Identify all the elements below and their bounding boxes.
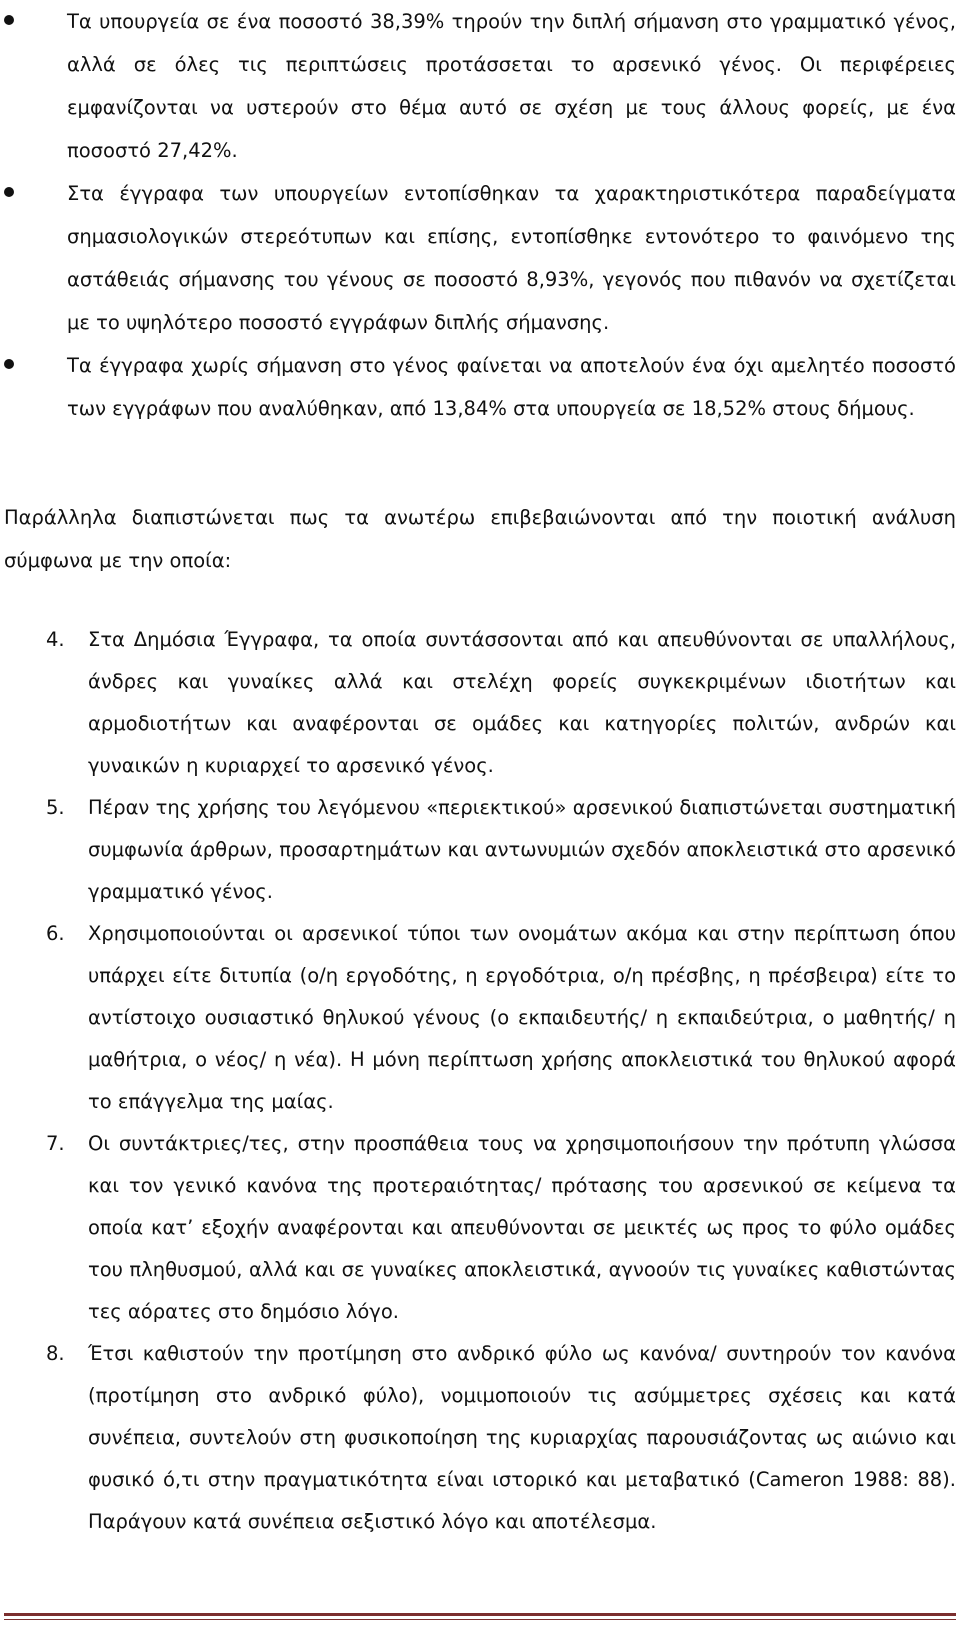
intro-paragraph: Παράλληλα διαπιστώνεται πως τα ανωτέρω επιβεβαιώνονται από την ποιοτική ανάλυση σύμφωνα με την οποία:: [4, 506, 956, 572]
item-number: 4.: [46, 628, 65, 651]
item-text: Πέραν της χρήσης του λεγόμενου «περιεκτικού» αρσενικού διαπιστώνεται συστηματική συμφωνία άρθρων, προσαρτημάτων και αντωνυμιών σχεδόν αποκλειστικά στο αρσενικό γραμματικό γένος.: [88, 796, 956, 903]
bullet-dot-icon: [4, 187, 14, 197]
item-text: Στα Δημόσια Έγγραφα, τα οποία συντάσσονται από και απευθύνονται σε υπαλλήλους, άνδρες και γυναίκες αλλά και στελέχη φορείς συγκεκριμένων ιδιοτήτων και αρμοδιοτήτων και αναφέρονται σε ομάδες και κατηγορίες πολιτών, ανδρών και γυναικών η κυριαρχεί το αρσενικό γένος.: [88, 628, 956, 777]
item-number: 7.: [46, 1132, 65, 1155]
numbered-item: [0, 787, 960, 913]
item-text: Οι συντάκτριες/τες, στην προσπάθεια τους να χρησιμοποιήσουν την πρότυπη γλώσσα και τον γενικό κανόνα της προτεραιότητας/ πρότασης του αρσενικού σε κείμενα τα οποία κατ’ εξοχήν αναφέρονται και απευθύνονται σε μεικτές ως προς το φύλο ομάδες του πληθυσμού, αλλά και σε γυναίκες αποκλειστικά, αγνοούν τις γυναίκες καθιστώντας τες αόρατες στο δημόσιο λόγο.: [88, 1132, 956, 1323]
findings-bullet-list: [0, 0, 960, 430]
numbered-item: [0, 1333, 960, 1543]
footer-divider: [4, 1613, 956, 1620]
numbered-item: [0, 913, 960, 1123]
bullet-text: Τα υπουργεία σε ένα ποσοστό 38,39% τηρούν την διπλή σήμανση στο γραμματικό γένος, αλλά σε όλες τις περιπτώσεις προτάσσεται το αρσενικό γένος. Οι περιφέρειες εμφανίζονται να υστερούν στο θέμα αυτό σε σχέση με τους άλλους φορείς, με ένα ποσοστό 27,42%.: [67, 10, 956, 162]
bullet-text: Στα έγγραφα των υπουργείων εντοπίσθηκαν τα χαρακτηριστικότερα παραδείγματα σημασιολογικών στερεότυπων και επίσης, εντοπίσθηκε εντονότερο το φαινόμενο της αστάθειάς σήμανσης του γένους σε ποσοστό 8,93%, γεγονός που πιθανόν να σχετίζεται με το υψηλότερο ποσοστό εγγράφων διπλής σήμανσης.: [67, 182, 956, 334]
bullet-item: [0, 172, 960, 344]
bullet-item: [0, 0, 960, 172]
numbered-item: [0, 1123, 960, 1333]
bullet-dot-icon: [4, 359, 14, 369]
bullet-text: Τα έγγραφα χωρίς σήμανση στο γένος φαίνεται να αποτελούν ένα όχι αμελητέο ποσοστό των εγγράφων που αναλύθηκαν, από 13,84% στα υπουργεία σε 18,52% στους δήμους.: [67, 354, 956, 420]
item-number: 6.: [46, 922, 65, 945]
bullet-dot-icon: [4, 15, 14, 25]
item-text: Έτσι καθιστούν την προτίμηση στο ανδρικό φύλο ως κανόνα/ συντηρούν τον κανόνα (προτίμηση στο ανδρικό φύλο), νομιμοποιούν τις ασύμμετρες σχέσεις και κατά συνέπεια, συντελούν στη φυσικοποίηση της κυριαρχίας παρουσιάζοντας ως αιώνιο και φυσικό ό,τι στην πραγματικότητα είναι ιστορικό και μεταβατικό (Cameron 1988: 88). Παράγουν κατά συνέπεια σεξιστικό λόγο και αποτέλεσμα.: [88, 1342, 956, 1533]
item-number: 8.: [46, 1342, 65, 1365]
bullet-item: [0, 344, 960, 430]
item-number: 5.: [46, 796, 65, 819]
qualitative-findings-list: [0, 619, 960, 1543]
item-text: Χρησιμοποιούνται οι αρσενικοί τύποι των ονομάτων ακόμα και στην περίπτωση όπου υπάρχει είτε διτυπία (ο/η εργοδότης, η εργοδότρια, ο/η πρέσβης, η πρέσβειρα) είτε το αντίστοιχο ουσιαστικό θηλυκού γένους (ο εκπαιδευτής/ η εκπαιδεύτρια, ο μαθητής/ η μαθήτρια, ο νέος/ η νέα). Η μόνη περίπτωση χρήσης αποκλειστικά του θηλυκού αφορά το επάγγελμα της μαίας.: [88, 922, 956, 1113]
numbered-item: [0, 619, 960, 787]
